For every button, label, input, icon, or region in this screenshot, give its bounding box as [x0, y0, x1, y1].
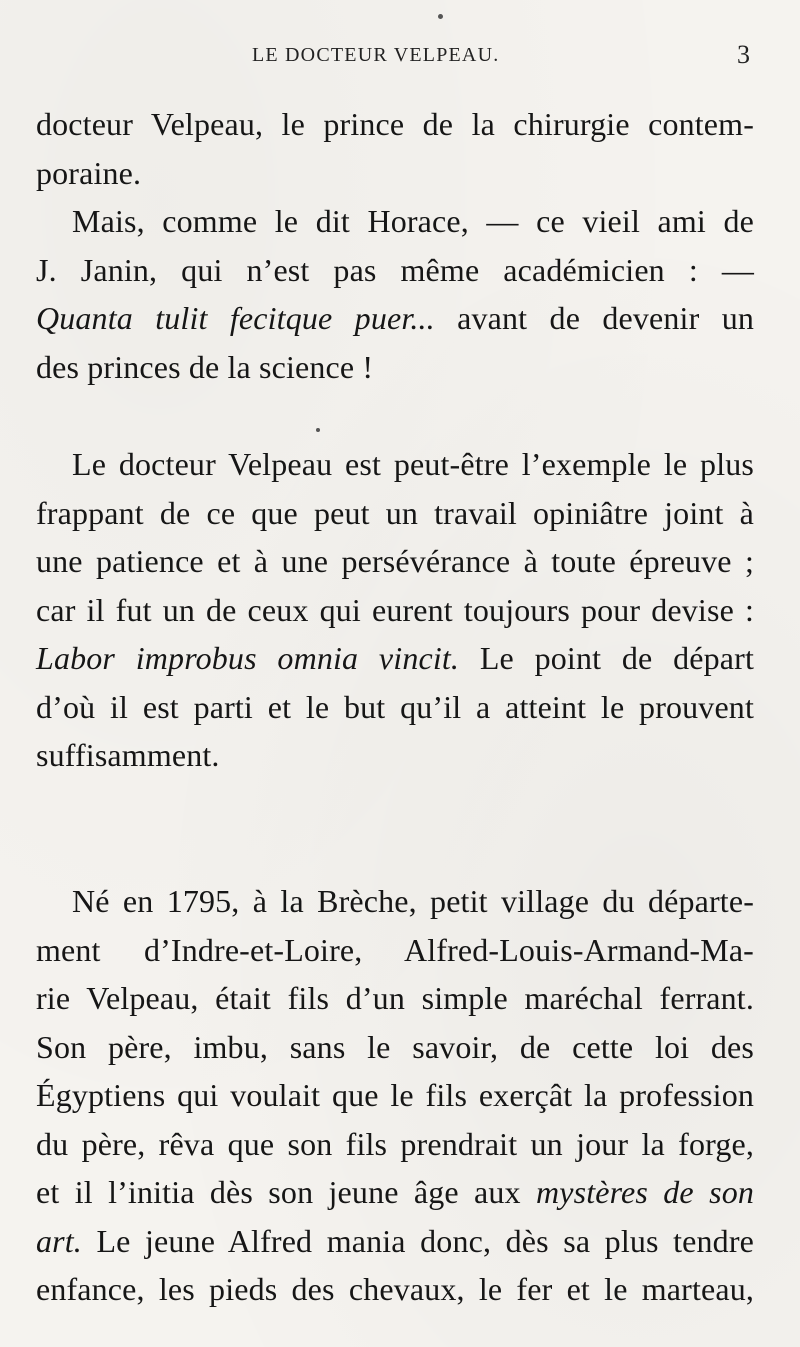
text-line: docteur Velpeau, le prince de la chirurgie contem-	[36, 106, 754, 142]
text-line: Mais, comme le dit Horace, — ce vieil ami de	[72, 203, 754, 239]
text-line: d’où il est parti et le but qu’il a atteint le prouvent	[36, 688, 754, 725]
text-run: Le point de départ	[459, 640, 755, 676]
latin-motto: Labor improbus omnia vincit.	[36, 640, 460, 676]
text-line: poraine.	[36, 154, 142, 191]
paragraph-horace	[36, 197, 754, 391]
page-number: 3	[737, 40, 750, 69]
text-line: Le docteur Velpeau est peut-être l’exemple le plus	[72, 446, 754, 482]
text-line: du père, rêva que son fils prendrait un jour la forge,	[36, 1125, 754, 1162]
text-line: Son père, imbu, sans le savoir, de cette loi des	[36, 1028, 754, 1065]
text-line	[36, 294, 754, 343]
text-line: Égyptiens qui voulait que le fils exerçât la profession	[36, 1077, 754, 1113]
text-line	[36, 1217, 754, 1266]
ink-speck	[316, 428, 320, 432]
paragraph-labor	[36, 440, 754, 780]
text-run: avant de devenir un	[434, 300, 755, 336]
latin-quote: Quanta tulit fecitque puer...	[36, 300, 435, 336]
text-line: enfance, les pieds des chevaux, le fer et le marteau,	[36, 1271, 754, 1307]
text-line: rie Velpeau, était fils d’un simple maréchal ferrant.	[36, 980, 754, 1016]
italic-phrase: art.	[36, 1222, 82, 1259]
text-line: suffisamment.	[36, 737, 220, 773]
text-line: J. Janin, qui n’est pas même académicien : —	[36, 251, 754, 288]
text-line: une patience et à une persévérance à toute épreuve ;	[36, 543, 754, 579]
text-line: ment d’Indre-et-Loire, Alfred-Louis-Armand-Ma-	[36, 931, 754, 968]
text-line: car il fut un de ceux qui eurent toujours pour devise :	[36, 591, 754, 628]
paragraph-continuation	[36, 100, 754, 197]
text-line	[36, 1168, 754, 1217]
running-title: LE DOCTEUR VELPEAU.	[252, 44, 500, 66]
text-line: des princes de la science !	[36, 348, 374, 385]
text-line: Né en 1795, à la Brèche, petit village du départe-	[72, 883, 754, 919]
italic-phrase: mystères de son	[520, 1174, 754, 1210]
paragraph-birth	[36, 877, 754, 1314]
text-line: frappant de ce que peut un travail opiniâtre joint à	[36, 494, 754, 531]
text-run: Le jeune Alfred mania donc, dès sa plus tendre	[81, 1222, 754, 1259]
text-line	[36, 634, 754, 683]
text-run: et il l’initia dès son jeune âge aux	[36, 1174, 521, 1210]
ink-speck	[438, 14, 443, 19]
